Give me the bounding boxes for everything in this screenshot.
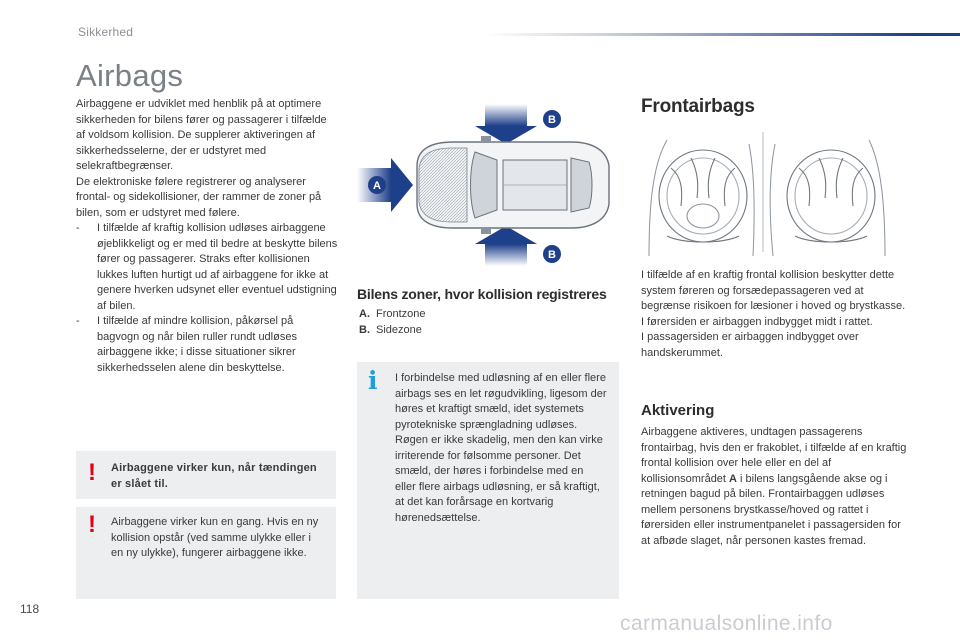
driver-airbag-icon bbox=[659, 150, 747, 242]
header-rule bbox=[484, 33, 960, 36]
zone-item bbox=[359, 323, 426, 339]
warning-box-ignition bbox=[76, 451, 336, 499]
intro-paragraph-2: De elektroniske følere registrerer og analyserer frontal- og sidekollisioner, der rammer de zoner på bilen, som er udstyret med følere. bbox=[76, 175, 322, 219]
frontairbag-illustration bbox=[643, 124, 891, 260]
aktivering-heading: Aktivering bbox=[641, 402, 715, 419]
warning-box-single-use bbox=[76, 507, 336, 599]
page-number: 118 bbox=[20, 602, 40, 616]
aktivering-text-part: i bilens langsgående akse og i retningen bagud på bilen. Frontairbaggen udløses mellem personens brystkasse/hoved og rattet i førersiden eller instrumentpanelet i passagersiden for at afbøde slaget, når personen kastes fremad. bbox=[641, 472, 901, 547]
frontairbags-paragraph: I førersiden er airbaggen indbygget midt i rattet. bbox=[641, 315, 873, 328]
intro-bullet: - I tilfælde af mindre kollision, påkørsel på bagvogn og når bilen ruller rundt udløses airbaggene ikke; i disse situationer sikrer sikkerhedsselen alene din beskyttelse. bbox=[76, 314, 338, 376]
zone-letter: A. bbox=[359, 308, 370, 320]
zone-item bbox=[359, 307, 426, 323]
info-text: I forbindelse med udløsning af en eller flere airbags ses en let røgudvikling, ligesom der høres et kraftigt smæld, idet systemets pyrotekniske sprængladning udløses. Røgen er ikke skadelig, men den kan virke irriterende for følsomme personer. Det smæld, der høres i forbindelse med en eller flere airbags udløsning, er så kraftigt, at det kan forårsage en kortvarig hørenedsættelse. bbox=[395, 372, 607, 524]
warning-icon: ! bbox=[88, 459, 96, 486]
passenger-airbag-icon bbox=[787, 150, 875, 242]
intro-bullet: - I tilfælde af kraftig kollision udløses airbaggene øjeblikkeligt og er med til bedre at beskytte bilens fører og passagerer. Straks efter kollisionen lukkes luften hurtigt ud af airbaggene for ikke at genere hverken udsynet eller eventuel udstigning af bilen. bbox=[76, 221, 338, 314]
aktivering-text bbox=[641, 425, 911, 549]
zone-badge-b-text: B bbox=[548, 249, 556, 261]
frontairbags-heading: Frontairbags bbox=[641, 96, 755, 117]
intro-text bbox=[76, 97, 338, 376]
aktivering-zone-letter: A bbox=[729, 472, 737, 485]
zone-label: Frontzone bbox=[376, 308, 426, 320]
zones-list bbox=[359, 307, 426, 338]
warning-text: Airbaggene virker kun en gang. Hvis en ny kollision opstår (ved samme ulykke eller i en ny ulykke), fungerer airbaggene ikke. bbox=[111, 516, 319, 559]
intro-bullet-list bbox=[76, 221, 338, 376]
info-box-smoke bbox=[357, 362, 619, 599]
aktivering-text-part: Airbaggene aktiveres, undtagen passagerens frontairbag, hvis den er frakoblet, i tilfælde af en kraftig frontal kollision over hele eller en del af kollisionsområdet bbox=[641, 426, 907, 485]
zones-heading: Bilens zoner, hvor kollision registreres bbox=[357, 286, 607, 302]
page-title: Airbags bbox=[76, 58, 184, 93]
frontairbags-paragraph: I passagersiden er airbaggen indbygget over handskerummet. bbox=[641, 331, 859, 359]
collision-zones-diagram bbox=[357, 100, 619, 270]
zone-badge-b-top bbox=[543, 110, 561, 128]
info-icon: i bbox=[368, 366, 378, 395]
zone-badge-a bbox=[368, 176, 386, 194]
zone-badge-b-bottom bbox=[543, 245, 561, 263]
warning-icon: ! bbox=[88, 511, 96, 538]
warning-text: Airbaggene virker kun, når tændingen er slået til. bbox=[111, 462, 317, 490]
watermark-text: carmanualsonline.info bbox=[620, 612, 833, 635]
frontairbags-text bbox=[641, 268, 911, 361]
car-top-view bbox=[417, 136, 609, 234]
zone-badge-b-text: B bbox=[548, 114, 556, 126]
zone-label: Sidezone bbox=[376, 323, 422, 336]
zone-letter: B. bbox=[359, 323, 370, 336]
intro-paragraph-1: Airbaggene er udviklet med henblik på at optimere sikkerheden for bilens fører og passagerer i tilfælde af voldsom kollision. De supplerer aktiveringen af sikkerhedsselerne, der er udstyret med selekraftbegrænser. bbox=[76, 98, 327, 172]
zone-badge-a-text: A bbox=[373, 180, 381, 192]
frontairbags-paragraph: I tilfælde af en kraftig frontal kollision beskytter dette system føreren og forsædepassageren ved at begrænse risikoen for læsioner i hoved og brystkasse. bbox=[641, 269, 906, 312]
section-label: Sikkerhed bbox=[78, 25, 134, 39]
